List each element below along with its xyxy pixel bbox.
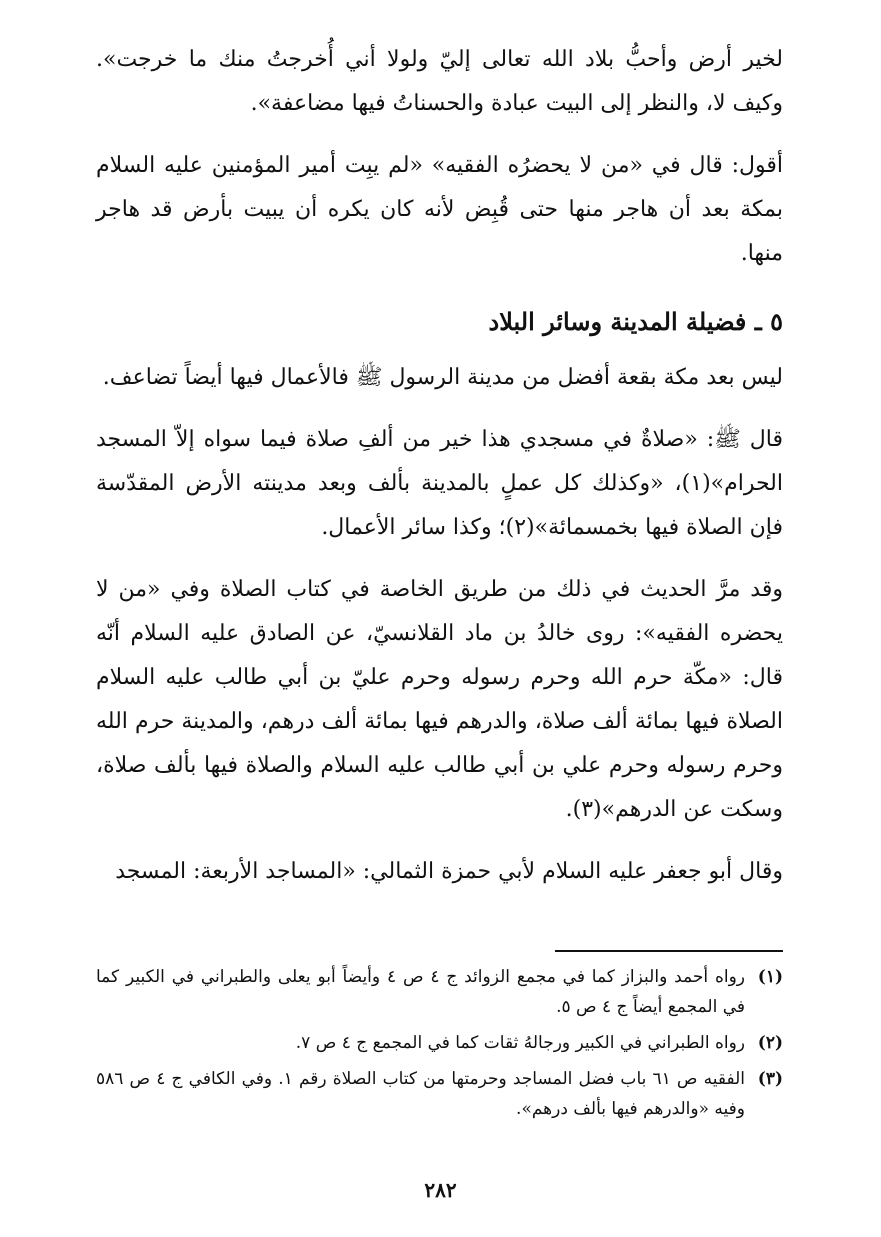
page-number: ٢٨٢ (424, 1178, 457, 1202)
page-body (96, 38, 783, 894)
footnotes (96, 962, 783, 1130)
paragraph-3: ليس بعد مكة بقعة أفضل من مدينة الرسول ﷺ فالأعمال فيها أيضاً تضاعف. (102, 365, 783, 390)
paragraph-6: وقال أبو جعفر عليه السلام لأبي حمزة الثمالي: «المساجد الأربعة: المسجد (115, 859, 783, 884)
paragraph-2: أقول: قال في «من لا يحضرُه الفقيه» «لم يبِت أمير المؤمنين عليه السلام بمكة بعد أن هاجر منها حتى قُبِض لأنه كان يكره أن يبيت بأرض قد هاجر منها. (96, 153, 783, 266)
footnote-number: (١) (757, 967, 783, 987)
footnote-text: الفقيه ص ٦١ باب فضل المساجد وحرمتها من كتاب الصلاة رقم ١. وفي الكافي ج ٤ ص ٥٨٦ وفيه «والدرهم فيها بألف درهم». (96, 1069, 745, 1119)
footnote-text: رواه أحمد والبزاز كما في مجمع الزوائد ج ٤ ص ٤ وأيضاً أبو يعلى والطبراني في الكبير كما في المجمع أيضاً ج ٤ ص ٥. (96, 967, 745, 1017)
paragraph-5: وقد مرَّ الحديث في ذلك من طريق الخاصة في كتاب الصلاة وفي «من لا يحضره الفقيه»: روى خالدُ بن ماد القلانسيّ، عن الصادق عليه السلام أنّه قال: «مكّة حرم الله وحرم رسوله وحرم عليّ بن أبي طالب عليه السلام الصلاة فيها بمائة ألف صلاة، والدرهم فيها بمائة ألف درهم، والمدينة حرم الله وحرم رسوله وحرم علي بن أبي طالب عليه السلام والصلاة فيها بألف صلاة، وسكت عن الدرهم»(٣). (96, 577, 783, 822)
footnote-2 (96, 1028, 783, 1058)
footnote-number: (٢) (757, 1033, 783, 1053)
footnote-3 (96, 1064, 783, 1124)
footnote-number: (٣) (757, 1069, 783, 1089)
footnote-text: رواه الطبراني في الكبير ورجالهُ ثقات كما في المجمع ج ٤ ص ٧. (295, 1033, 745, 1053)
section-heading: ٥ ـ فضيلة المدينة وسائر البلاد (488, 307, 783, 336)
footnote-1 (96, 962, 783, 1022)
footnote-divider (555, 950, 783, 952)
paragraph-4: قال ﷺ: «صلاةٌ في مسجدي هذا خير من ألفِ صلاة فيما سواه إلاّ المسجد الحرام»(١)، «وكذلك كل عملٍ بالمدينة بألف وبعد مدينته الأرض المقدّسة فإن الصلاة فيها بخمسمائة»(٢)؛ وكذا سائر الأعمال. (96, 427, 783, 540)
paragraph-1: لخير أرض وأحبُّ بلاد الله تعالى إليّ ولولا أني أُخرجتُ منك ما خرجت». وكيف لا، والنظر إلى البيت عبادة والحسناتُ فيها مضاعفة». (96, 47, 783, 116)
